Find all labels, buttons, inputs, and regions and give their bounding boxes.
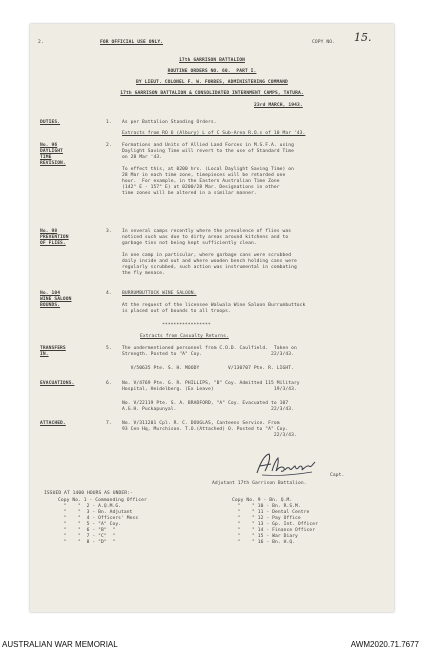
camp-line: 17th GARRISON BATTALION & CONSOLIDATED INTERNMENT CAMPS, TATURA.: [120, 91, 304, 96]
item-text: hour. For example, in the Eastern Australian Time Zone: [122, 179, 280, 184]
item-text: To effect this, at 0200 hrs. (Local Daylight Saving Time) on: [122, 167, 294, 172]
item-number: 5.: [106, 346, 112, 351]
item-text: (142° E - 157° E) at 0200/28 Mar. Designations in other: [122, 185, 280, 190]
item-text: Hospital, Heidelberg. (Ex Leave) 19/3/43.: [122, 387, 297, 392]
order-date: 23rd MARCH, 1943.: [254, 103, 303, 108]
item-text: on 28 Mar '43.: [122, 155, 163, 160]
accession-number: AWM2020.71.7677: [350, 640, 419, 649]
item-text: A.G.H. Puckapunyal. 22/3/43.: [122, 407, 294, 412]
margin-heading: No. 98: [40, 229, 58, 234]
item-text: daily inside and out and where wooden bench holding cans were: [122, 259, 297, 264]
distribution-heading: ISSUED AT 1400 HOURS AS UNDER:-: [44, 491, 133, 496]
copy-label: COPY NO.: [312, 40, 335, 45]
item-text: No. V/4769 Pte. G. R. PHILLIPS, "B" Coy. Admitted 115 Military: [122, 381, 300, 386]
distribution-item: " " 10 - Bn. R.S.M.: [232, 504, 301, 509]
margin-heading: OF FLIES.: [40, 241, 66, 246]
distribution-item: " " 14 - Finance Officer: [232, 528, 316, 533]
item-text: 22/3/43.: [122, 433, 297, 438]
margin-heading: REVISION.: [40, 161, 66, 166]
margin-heading: No. 96: [40, 143, 58, 148]
item-number: 7.: [106, 421, 112, 426]
item-text: garbage tins not being kept sufficiently clean.: [122, 241, 257, 246]
distribution-item: " " 16 - Bn. H.Q.: [232, 540, 296, 545]
margin-heading: WINE SALOON: [40, 297, 72, 302]
margin-heading: DAYLIGHT: [40, 149, 63, 154]
separator-stars: *****************: [162, 323, 211, 328]
margin-heading: EVACUATIONS.: [40, 381, 75, 386]
item-text: 93 Cen Hq, Murchison. T.O.(Attached) O. Posted to "A" Coy.: [122, 427, 289, 432]
margin-heading: BOUNDS.: [40, 303, 61, 308]
item-text: Strength. Posted to "A" Coy. 22/3/43.: [122, 352, 294, 357]
orders-title: ROUTINE ORDERS NO. 60. PART I.: [167, 69, 257, 74]
distribution-item: " " 12 - Pay Office: [232, 516, 301, 521]
distribution-item: Copy No. 9 - Bn. Q.M.: [232, 498, 293, 503]
item-text: time zones will be altered in a similar manner.: [122, 191, 257, 196]
item-text: is placed out of bounds to all troops.: [122, 309, 231, 314]
distribution-item: " " 7 - "C" ": [58, 534, 116, 539]
distribution-item: " " 8 - "D" ": [58, 540, 116, 545]
margin-heading: TRANSFERS: [40, 346, 66, 351]
margin-heading: TIME: [40, 155, 52, 160]
item-text: The undermentioned personnel from C.O.D. Caulfield. Taken on: [122, 346, 297, 351]
margin-heading: ATTACHED.: [40, 421, 66, 426]
item-text: the fly menace.: [122, 271, 165, 276]
item-text: regularly scrubbed, such action was instrumental in combating: [122, 265, 297, 270]
margin-heading: IN.: [40, 352, 49, 357]
item-text: 28 Mar in each time zone, timepieces will be retarded one: [122, 173, 286, 178]
item-text: Daylight Saving Time will revert to the use of Standard Time: [122, 149, 294, 154]
handwritten-signature: [254, 449, 320, 479]
signatory-appointment: Adjutant 17th Garrison Battalion.: [212, 481, 307, 486]
item-text: No. V/311201 Cpl. R. C. DOUGLAS, Canteens Service. From: [122, 421, 280, 426]
item-text: As per Battalion Standing Orders.: [122, 120, 217, 125]
issued-by-line: BY LIEUT. COLONEL F. W. FORBES, ADMINISTERING COMMAND: [136, 80, 288, 85]
classification-heading: FOR OFFICIAL USE ONLY.: [100, 40, 164, 45]
item-number: 6.: [106, 381, 112, 386]
extracts-heading: Extracts from RO 6 (Albury) L of C Sub-Area R.O.s of 10 Mar '43.: [122, 131, 306, 136]
item-text: V/50635 Pte. S. H. MOODY V/130707 Pte. R. LIGHT.: [122, 366, 294, 371]
archive-credit: AUSTRALIAN WAR MEMORIAL: [2, 640, 118, 649]
distribution-item: " " 11 - Dental Centre: [232, 510, 310, 515]
margin-heading: DUTIES.: [40, 120, 61, 125]
item-number: 4.: [106, 291, 112, 296]
item-number: 2.: [106, 143, 112, 148]
margin-heading: No. 104: [40, 291, 61, 296]
margin-heading: PREVENTION: [40, 235, 69, 240]
item-text: No. V/22119 Pte. S. A. BRADFORD, "A" Coy. Evacuated to 107: [122, 401, 289, 406]
page-number: 2.: [38, 40, 44, 45]
copy-number: 15.: [354, 31, 372, 44]
item-text: noticed such was due to dirty areas around kitchens and to: [122, 235, 289, 240]
distribution-item: " " 13 - Gp. Int. Officer: [232, 522, 318, 527]
item-text: In one camp in particular, where garbage cans were scrubbed: [122, 253, 292, 258]
item-number: 3.: [106, 229, 112, 234]
signatory-rank: Capt.: [330, 473, 345, 478]
distribution-item: Copy No. 1 - Commanding Officer: [58, 498, 147, 503]
distribution-item: " " 2 - A.Q.M.G.: [58, 504, 122, 509]
item-number: 1.: [106, 120, 112, 125]
distribution-item: " " 5 - "A" Coy.: [58, 522, 122, 527]
item-text: In several camps recently where the prevalence of flies was: [122, 229, 292, 234]
casualty-returns-heading: Extracts from Casualty Returns.: [140, 334, 229, 339]
distribution-item: " " 4 - Officers' Mess: [58, 516, 139, 521]
distribution-item: " " 15 - War Diary: [232, 534, 298, 539]
item-subheading: BURRUMBUTTOCK WINE SALOON.: [122, 291, 197, 296]
distribution-item: " " 3 - Bn. Adjutant: [58, 510, 133, 515]
item-text: Formations and Units of Allied Land Forces in M.S.F.A. using: [122, 143, 294, 148]
distribution-item: " " 6 - "B" ": [58, 528, 116, 533]
item-text: At the request of the licensee Walwala Wine Saloon Burrumbuttock: [122, 303, 306, 308]
unit-title: 17th GARRISON BATTALION: [179, 58, 245, 63]
